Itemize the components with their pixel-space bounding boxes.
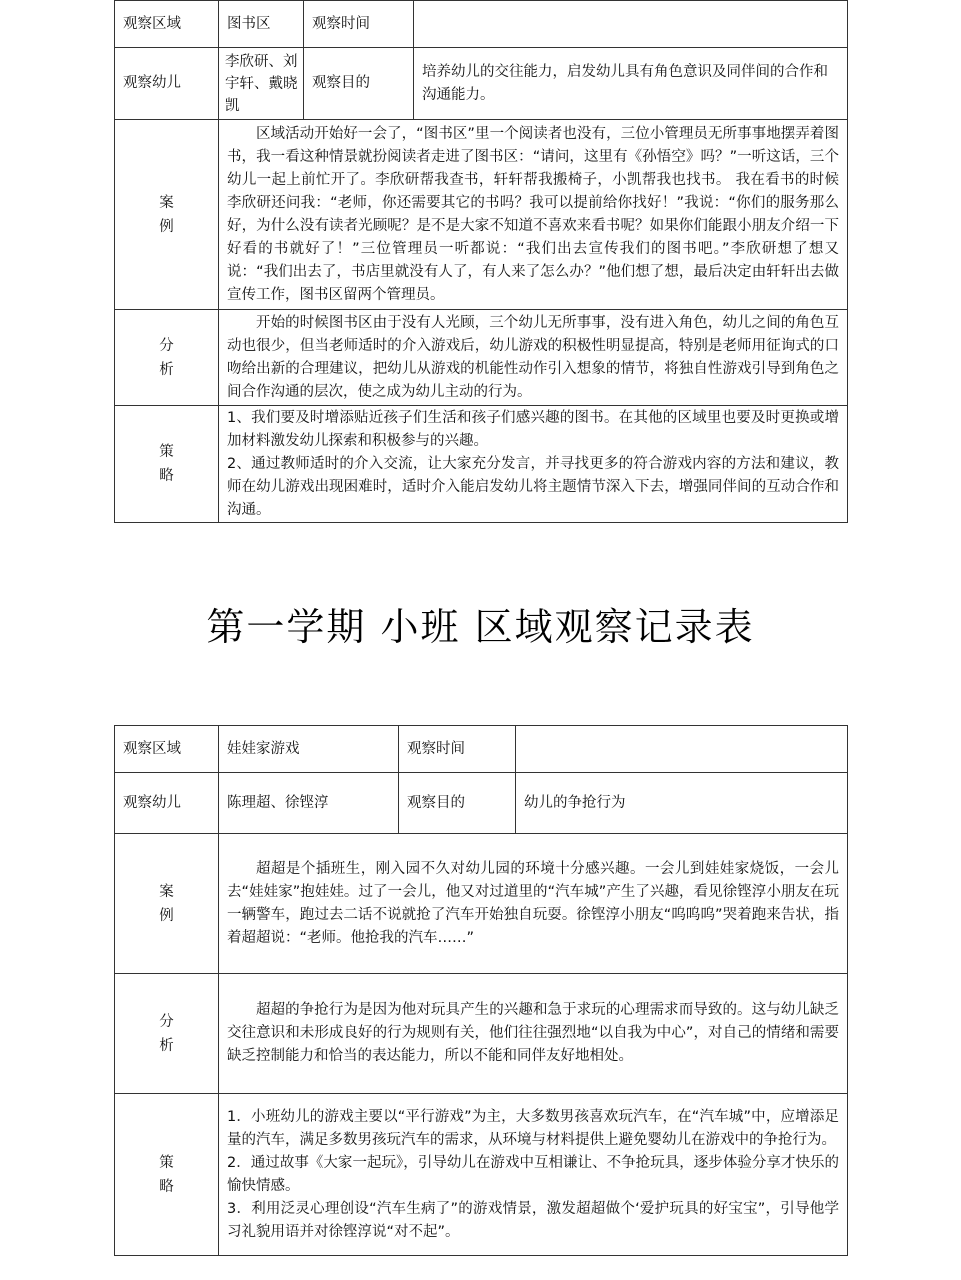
table-row <box>115 310 848 406</box>
strategy-item: 1．小班幼儿的游戏主要以“平行游戏”为主，大多数男孩喜欢玩汽车，在“汽车城”中，应增添足量的汽车，满足多数男孩玩汽车的需求，从环境与材料提供上避免婴幼儿在游戏中的争抢行为。 <box>227 1108 839 1148</box>
table-row <box>115 1 848 48</box>
children-value: 陈理超、徐铿淳 <box>219 773 399 834</box>
case-label-char: 例 <box>159 218 174 235</box>
table-row <box>115 1094 848 1256</box>
strategy-label-char: 策 <box>159 444 174 460</box>
strategy-item: 3．利用泛灵心理创设“汽车生病了”的游戏情景，激发超超做个‘爱护玩具的好宝宝”，引导他学习礼貌用语并对徐铿淳说“对不起”。 <box>227 1200 839 1240</box>
analysis-label-char: 分 <box>159 337 174 354</box>
case-text: 超超是个插班生，刚入园不久对幼儿园的环境十分感兴趣。一会儿到娃娃家烧饭，一会儿去“娃娃家”抱娃娃。过了一会儿，他又对过道里的“汽车城”产生了兴趣，看见徐铿淳小朋友在玩一辆警车，跑过去二话不说就抢了汽车开始独自玩耍。徐铿淳小朋友“呜呜呜”哭着跑来告状，指着超超说：“老师。他抢我的汽车……” <box>227 860 839 946</box>
strategy-text-cell <box>219 406 848 523</box>
area-value: 娃娃家游戏 <box>219 726 399 773</box>
analysis-label-cell <box>115 310 219 406</box>
table-row <box>115 48 848 120</box>
children-value: 李欣研、刘宇轩、戴晓凯 <box>219 48 304 120</box>
analysis-label-char: 分 <box>159 1013 174 1030</box>
strategy-label-char: 略 <box>159 468 174 484</box>
analysis-label-char: 析 <box>159 361 174 378</box>
analysis-label-char: 析 <box>159 1037 174 1054</box>
area-label: 观察区域 <box>115 1 219 48</box>
table-row <box>115 974 848 1094</box>
area-label: 观察区域 <box>115 726 219 773</box>
observation-table-library <box>114 0 848 523</box>
table-row <box>115 726 848 773</box>
analysis-text-cell <box>219 974 848 1094</box>
page-title: 第一学期 小班 区域观察记录表 <box>206 605 755 649</box>
purpose-label: 观察目的 <box>304 48 414 120</box>
purpose-value: 培养幼儿的交往能力，启发幼儿具有角色意识及同伴间的合作和沟通能力。 <box>414 48 848 120</box>
purpose-value: 幼儿的争抢行为 <box>516 773 848 834</box>
observation-table-dollhouse <box>114 725 848 1256</box>
purpose-label: 观察目的 <box>399 773 516 834</box>
analysis-text-cell <box>219 310 848 406</box>
strategy-label-cell <box>115 1094 219 1256</box>
strategy-label-char: 略 <box>159 1178 174 1195</box>
case-text-cell <box>219 834 848 974</box>
case-text-cell <box>219 120 848 310</box>
analysis-text: 开始的时候图书区由于没有人光顾，三个幼儿无所事事，没有进入角色，幼儿之间的角色互动也很少，但当老师适时的介入游戏后，幼儿游戏的积极性明显提高，特别是老师用征询式的口吻给出新的合理建议，把幼儿从游戏的机能性动作引入想象的情节，将独自性游戏引导到角色之间合作沟通的层次，使之成为幼儿主动的行为。 <box>227 314 839 400</box>
case-label-cell <box>115 834 219 974</box>
case-text: 区域活动开始好一会了，“图书区”里一个阅读者也没有，三位小管理员无所事事地摆弄着图书，我一看这种情景就扮阅读者走进了图书区：“请问，这里有《孙悟空》吗？”一听这话，三个幼儿一起上前忙开了。李欣研帮我查书，轩轩帮我搬椅子，小凯帮我也找书。 我在看书的时候李欣研还问我：“老师，你还需要其它的书吗？我可以提前给你找好！”我说：“你们的服务那么好，为什么没有读者光顾呢？是不是大家不知道不喜欢来看书呢？如果你们能跟小朋友介绍一下好看的书就好了！”三位管理员一听都说：“我们出去宣传我们的图书吧。”李欣研想了想又说：“我们出去了，书店里就没有人了，有人来了怎么办？”他们想了想，最后决定由轩轩出去做宣传工作，图书区留两个管理员。 <box>227 125 839 303</box>
strategy-label-char: 策 <box>159 1154 174 1171</box>
case-label-char: 案 <box>159 883 174 900</box>
case-label-cell <box>115 120 219 310</box>
strategy-item: 2．通过故事《大家一起玩》，引导幼儿在游戏中互相谦让、不争抢玩具，逐步体验分享才快乐的愉快情感。 <box>227 1154 839 1194</box>
strategy-label-cell <box>115 406 219 523</box>
analysis-text: 超超的争抢行为是因为他对玩具产生的兴趣和急于求玩的心理需求而导致的。这与幼儿缺乏交往意识和未形成良好的行为规则有关，他们往往强烈地“以自我为中心”，对自己的情绪和需要缺乏控制能力和恰当的表达能力，所以不能和同伴友好地相处。 <box>227 1002 839 1064</box>
table-row <box>115 120 848 310</box>
children-label: 观察幼儿 <box>115 773 219 834</box>
table-row <box>115 773 848 834</box>
area-value: 图书区 <box>219 1 304 48</box>
analysis-label-cell <box>115 974 219 1094</box>
children-label: 观察幼儿 <box>115 48 219 120</box>
time-label: 观察时间 <box>304 1 414 48</box>
time-value <box>516 726 848 773</box>
strategy-item: 2、通过教师适时的介入交流，让大家充分发言，并寻找更多的符合游戏内容的方法和建议，教师在幼儿游戏出现困难时，适时介入能启发幼儿将主题情节深入下去，增强同伴间的互动合作和沟通。 <box>227 455 839 518</box>
case-label-char: 例 <box>159 907 174 924</box>
table-row <box>115 406 848 523</box>
strategy-text-cell <box>219 1094 848 1256</box>
time-label: 观察时间 <box>399 726 516 773</box>
table-row <box>115 834 848 974</box>
strategy-item: 1、我们要及时增添贴近孩子们生活和孩子们感兴趣的图书。在其他的区域里也要及时更换或增加材料激发幼儿探索和积极参与的兴趣。 <box>227 409 839 449</box>
case-label-char: 案 <box>159 194 174 211</box>
time-value <box>414 1 848 48</box>
